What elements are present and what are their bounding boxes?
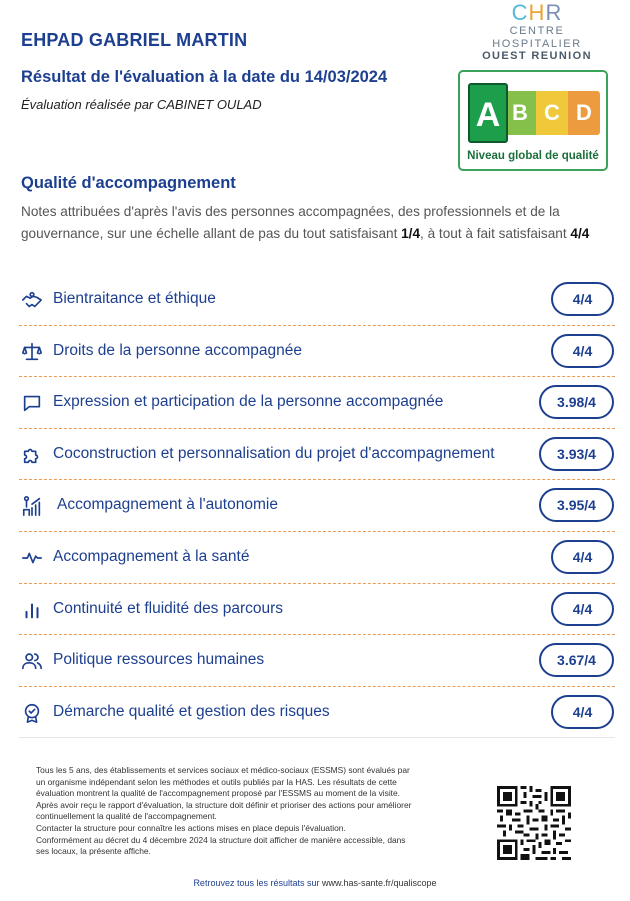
criterion-row [19, 326, 615, 378]
criterion-score: 3.95/4 [539, 488, 614, 522]
footer-link-prefix: Retrouvez tous les résultats sur [193, 878, 322, 888]
grade-c: C [536, 91, 568, 135]
grade-scale [466, 79, 602, 147]
section-title: Qualité d'accompagnement [21, 174, 236, 192]
logo-letter-r: R [545, 0, 563, 25]
criterion-label: Accompagnement à l'autonomie [57, 496, 278, 514]
logo-line-1: CENTRE [509, 25, 565, 37]
section-description [21, 201, 611, 244]
criterion-label: Coconstruction et personnalisation du projet d'accompagnement [53, 444, 495, 462]
criterion-label: Démarche qualité et gestion des risques [53, 702, 330, 720]
growth-chart-icon [21, 495, 43, 517]
criterion-label: Politique ressources humaines [53, 651, 265, 669]
footer-notice [36, 765, 486, 858]
speech-bubble-icon [21, 392, 43, 414]
footer-line: Après avoir reçu le rapport d'évaluation, la structure doit définir et prioriser des actions pour améliorer [36, 799, 412, 810]
criterion-row [19, 480, 615, 532]
criterion-row [19, 687, 615, 739]
criterion-row [19, 429, 615, 481]
footer-line: ses locaux, la présente affiche. [36, 846, 151, 857]
footer-line: continuellement la qualité de l'accompagnement. [36, 811, 217, 822]
grade-a-selected: A [468, 83, 508, 143]
evaluator-line: Évaluation réalisée par CABINET OULAD [21, 97, 262, 112]
quality-badge-icon [21, 702, 43, 724]
hospital-logo [472, 2, 602, 62]
criterion-score: 4/4 [551, 334, 614, 368]
logo-letter-h: H [528, 0, 546, 25]
facility-name: EHPAD GABRIEL MARTIN [21, 30, 248, 50]
criterion-score: 3.93/4 [539, 437, 614, 471]
criterion-row [19, 274, 615, 326]
criterion-score: 4/4 [551, 695, 614, 729]
hospital-logo-mark [472, 2, 602, 24]
desc-text-2: , à tout à fait satisfaisant [420, 225, 571, 241]
footer-line: Tous les 5 ans, des établissements et services sociaux et médico-sociaux (ESSMS) sont évalués par [36, 765, 410, 775]
criterion-label: Continuité et fluidité des parcours [53, 599, 284, 617]
criterion-score: 3.67/4 [539, 643, 614, 677]
footer-line: évaluation montrent la qualité de l'accompagnement proposé par l'ESSMS au moment de la visite. [36, 788, 400, 799]
bar-chart-icon [21, 599, 43, 621]
criterion-label: Droits de la personne accompagnée [53, 341, 303, 359]
criteria-list [19, 274, 615, 738]
footer-link-line [0, 878, 630, 888]
grade-caption: Niveau global de qualité [467, 150, 599, 162]
criterion-label: Accompagnement à la santé [53, 547, 250, 565]
criterion-score: 4/4 [551, 282, 614, 316]
criterion-row [19, 584, 615, 636]
qualiscope-link[interactable]: www.has-sante.fr/qualiscope [322, 878, 437, 888]
qr-code-icon[interactable] [497, 786, 571, 860]
criterion-row [19, 635, 615, 687]
scales-icon [21, 341, 43, 363]
desc-text-1: Notes attribuées d'après l'avis des personnes accompagnées, des professionnels et de la gouvernance, sur une échelle allant de pas du tout satisfaisant [21, 204, 560, 241]
criterion-score: 4/4 [551, 592, 614, 626]
desc-max-score: 4/4 [570, 225, 590, 241]
puzzle-icon [21, 444, 43, 466]
footer-line: un organisme indépendant selon les méthodes et outils publiés par la HAS. Les résultats de cette [36, 776, 397, 787]
criterion-label: Bientraitance et éthique [53, 290, 216, 307]
logo-letter-c: C [511, 0, 529, 25]
people-icon [21, 650, 43, 672]
logo-line-3: OUEST REUNION [482, 50, 592, 62]
criterion-row [19, 377, 615, 429]
grade-b: B [504, 91, 536, 135]
heartbeat-icon [21, 547, 43, 569]
evaluation-title: Résultat de l'évaluation à la date du 14/03/2024 [21, 68, 388, 86]
footer-line: Contacter la structure pour connaître les actions mises en place depuis l'évaluation. [36, 822, 346, 833]
logo-line-2: HOSPITALIER [492, 38, 582, 50]
criterion-score: 3.98/4 [539, 385, 614, 419]
grade-d: D [568, 91, 600, 135]
criterion-row [19, 532, 615, 584]
criterion-label: Expression et participation de la personne accompagnée [53, 393, 444, 411]
quality-grade-box [458, 70, 608, 171]
desc-min-score: 1/4 [401, 225, 421, 241]
footer-line: Conformément au décret du 4 décembre 2024 la structure doit afficher de manière accessible, dans [36, 834, 406, 845]
handshake-icon [21, 289, 43, 311]
criterion-score: 4/4 [551, 540, 614, 574]
